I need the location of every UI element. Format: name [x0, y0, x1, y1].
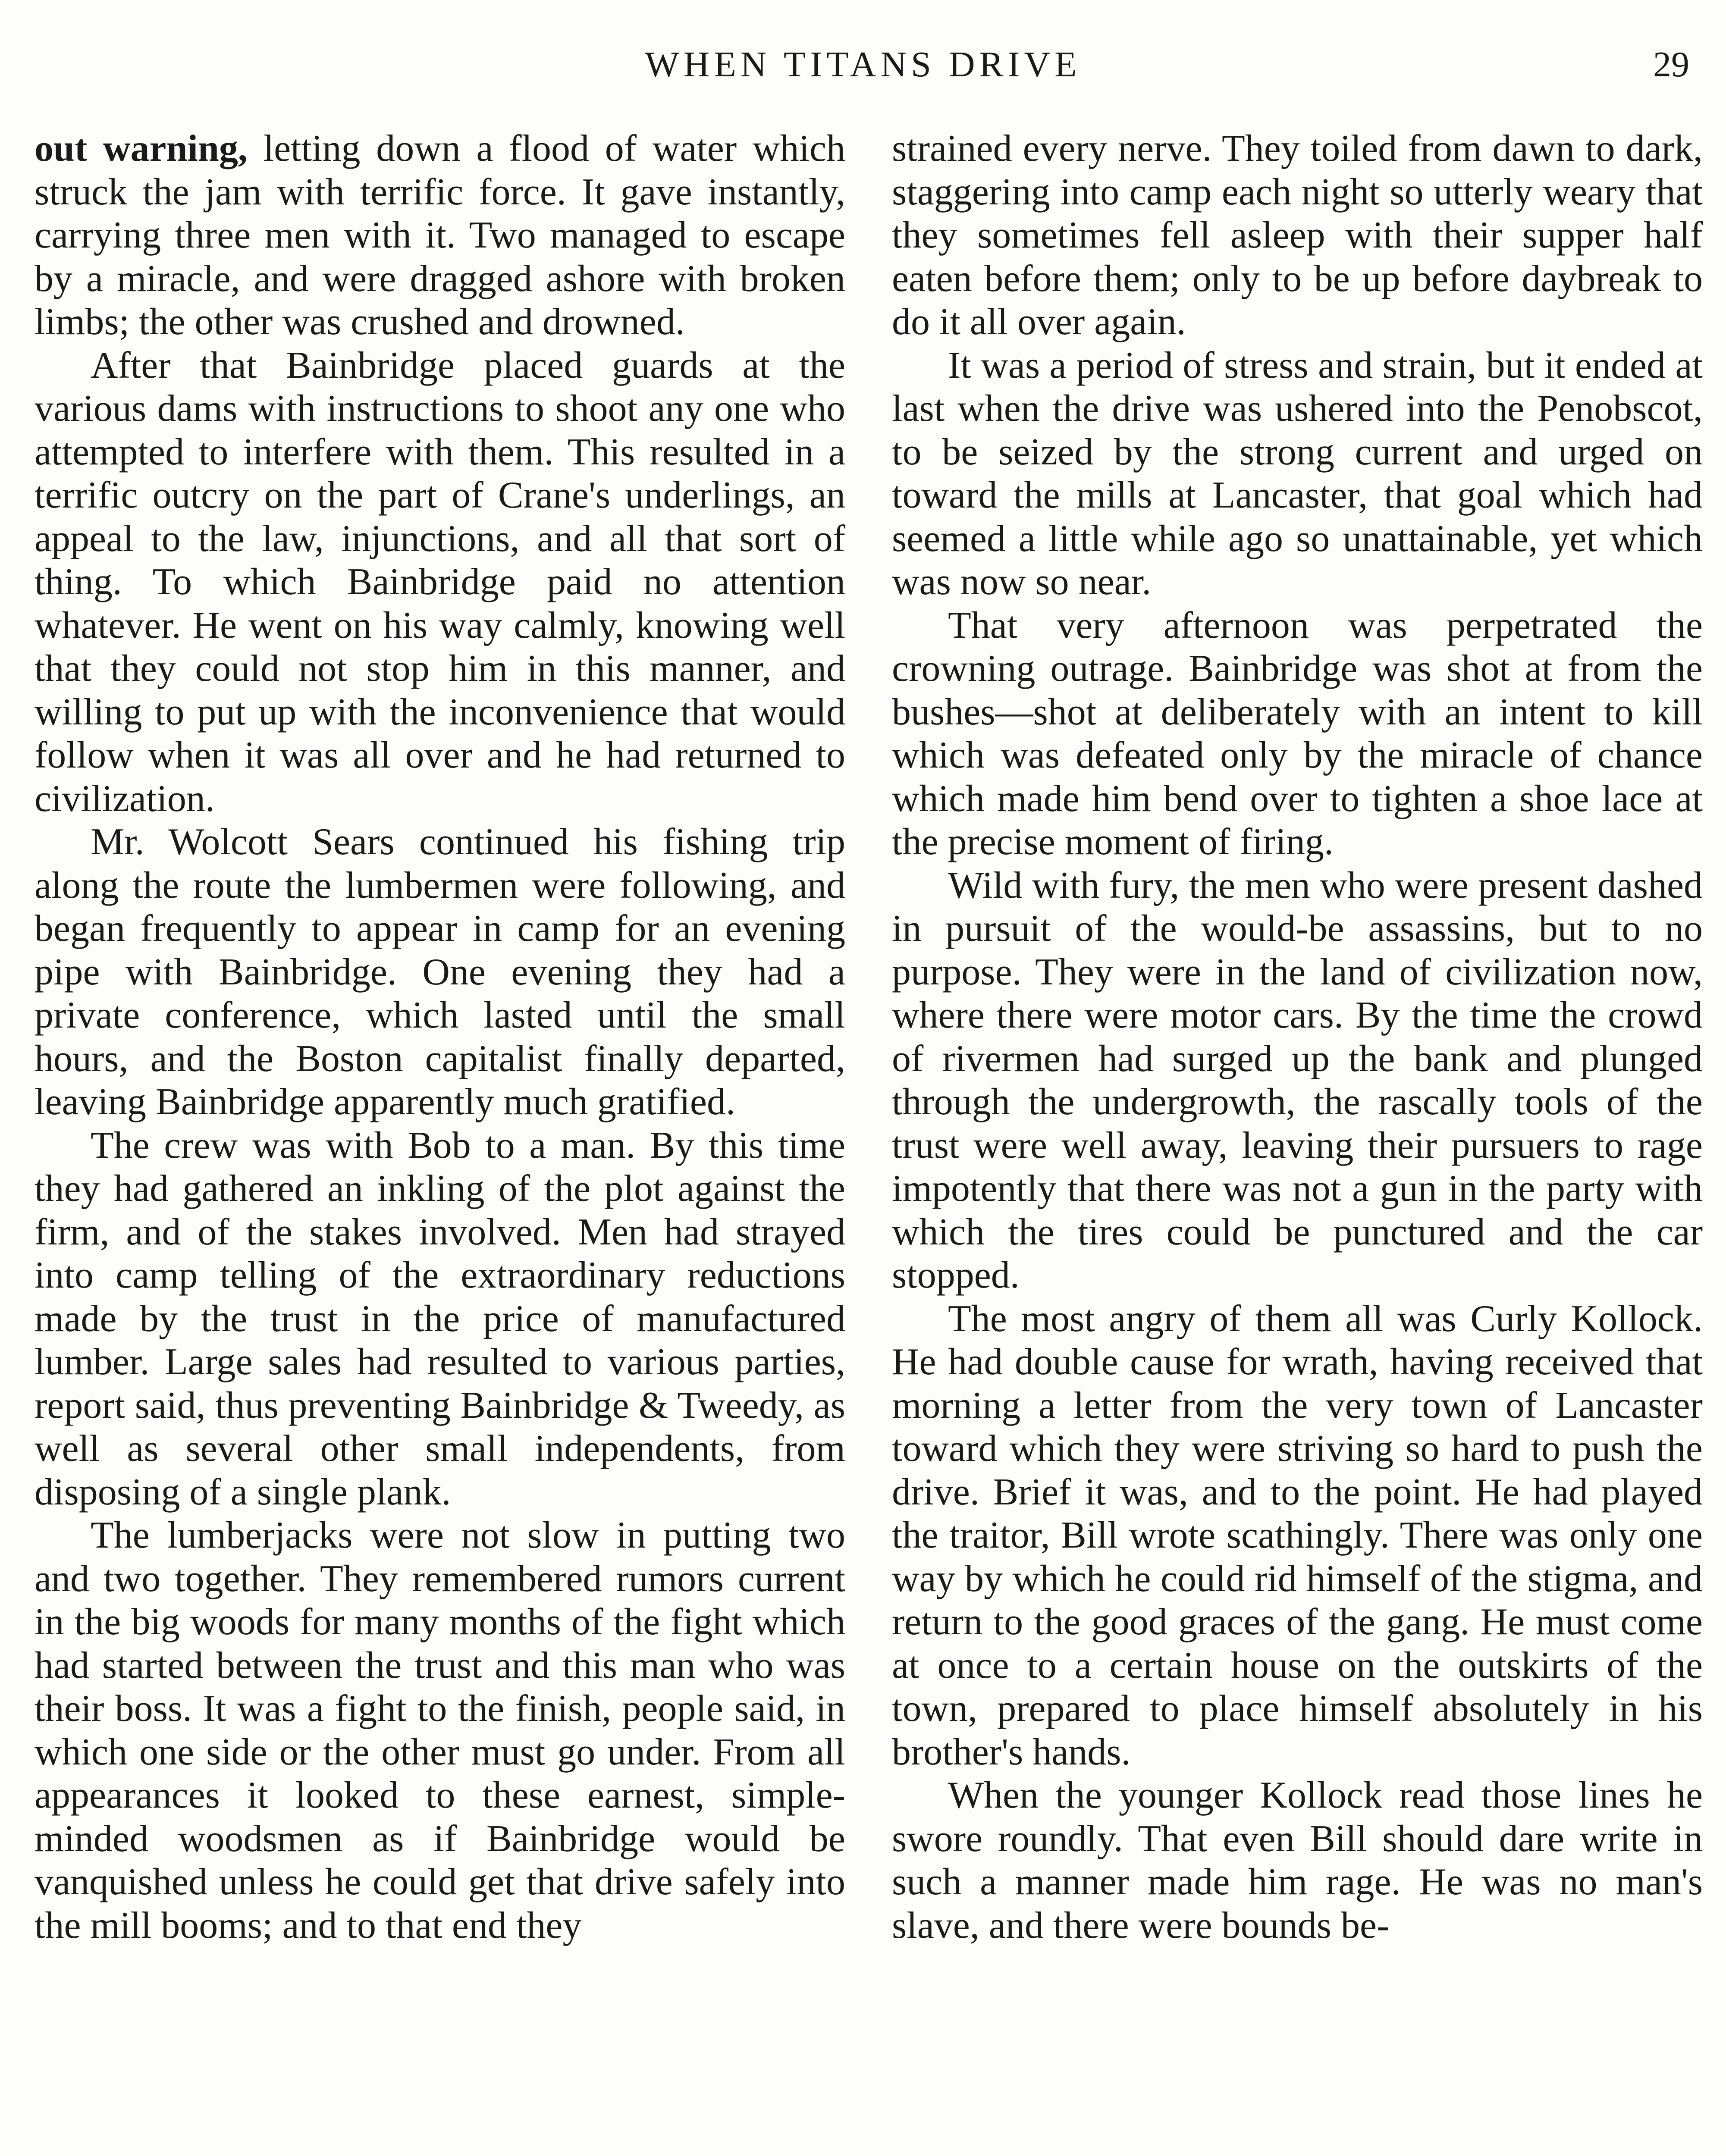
paragraph: The most angry of them all was Curly Kollock. He had double cause for wrath, having received that morning a letter from the very town of Lancaster toward which they were striving so hard to push the drive. Brief it was, and to the point. He had played the traitor, Bill wrote scathingly. There was only one way by which he could rid himself of the stigma, and return to the good graces of the gang. He must come at once to a certain house on the outskirts of the town, prepared to place himself absolutely in his brother's hands. [892, 1297, 1703, 1773]
running-title: WHEN TITANS DRIVE [645, 44, 1081, 85]
paragraph: The lumberjacks were not slow in putting two and two together. They remembered rumors current in the big woods for many months of the fight which had started between the trust and this man who was their boss. It was a fight to the finish, people said, in which one side or the other must go under. From all appearances it looked to these earnest, simple-minded woodsmen as if Bainbridge would be vanquished unless he could get that drive safely into the mill booms; and to that end they [35, 1514, 845, 1946]
paragraph: The crew was with Bob to a man. By this time they had gathered an inkling of the plot against the firm, and of the stakes involved. Men had strayed into camp telling of the extraordinary reductions made by the trust in the price of manufactured lumber. Large sales had resulted to various parties, report said, thus preventing Bainbridge & Tweedy, as well as several other small independents, from disposing of a single plank. [35, 1124, 845, 1513]
lead-in-text: out warning, [35, 128, 248, 169]
page-number: 29 [1653, 44, 1689, 85]
paragraph-text: letting down a flood of water which struck the jam with terrific force. It gave instantly, carrying three men with it. Two managed to escape by a miracle, and were dragged ashore with broken limbs; the other was crushed and drowned. [35, 128, 845, 343]
paragraph: That very afternoon was perpetrated the crowning outrage. Bainbridge was shot at from the bushes—shot at deliberately with an intent to kill which was defeated only by the miracle of chance which made him bend over to tighten a shoe lace at the precise moment of firing. [892, 604, 1703, 863]
paragraph: strained every nerve. They toiled from dawn to dark, staggering into camp each night so utterly weary that they sometimes fell asleep with their supper half eaten before them; only to be up before daybreak to do it all over again. [892, 128, 1703, 343]
paragraph: Wild with fury, the men who were present dashed in pursuit of the would-be assassins, but to no purpose. They were in the land of civilization now, where there were motor cars. By the time the crowd of rivermen had surged up the bank and plunged through the undergrowth, the rascally tools of the trust were well away, leaving their pursuers to rage impotently that there was not a gun in the party with which the tires could be punctured and the car stopped. [892, 864, 1703, 1296]
left-column [35, 127, 845, 1947]
paragraph: Mr. Wolcott Sears continued his fishing trip along the route the lumbermen were following, and began frequently to appear in camp for an evening pipe with Bainbridge. One evening they had a private conference, which lasted until the small hours, and the Boston capitalist finally departed, leaving Bainbridge apparently much gratified. [35, 821, 845, 1123]
page-header [0, 41, 1726, 88]
paragraph: It was a period of stress and strain, but it ended at last when the drive was ushered into the Penobscot, to be seized by the strong current and urged on toward the mills at Lancaster, that goal which had seemed a little while ago so unattainable, yet which was now so near. [892, 344, 1703, 603]
paragraph: When the younger Kollock read those lines he swore roundly. That even Bill should dare write in such a manner made him rage. He was no man's slave, and there were bounds be- [892, 1774, 1703, 1946]
paragraph [35, 127, 845, 344]
right-column [892, 127, 1703, 1947]
paragraph: After that Bainbridge placed guards at the various dams with instructions to shoot any one who attempted to interfere with them. This resulted in a terrific outcry on the part of Crane's underlings, an appeal to the law, injunctions, and all that sort of thing. To which Bainbridge paid no attention whatever. He went on his way calmly, knowing well that they could not stop him in this manner, and willing to put up with the inconvenience that would follow when it was all over and he had returned to civilization. [35, 344, 845, 820]
